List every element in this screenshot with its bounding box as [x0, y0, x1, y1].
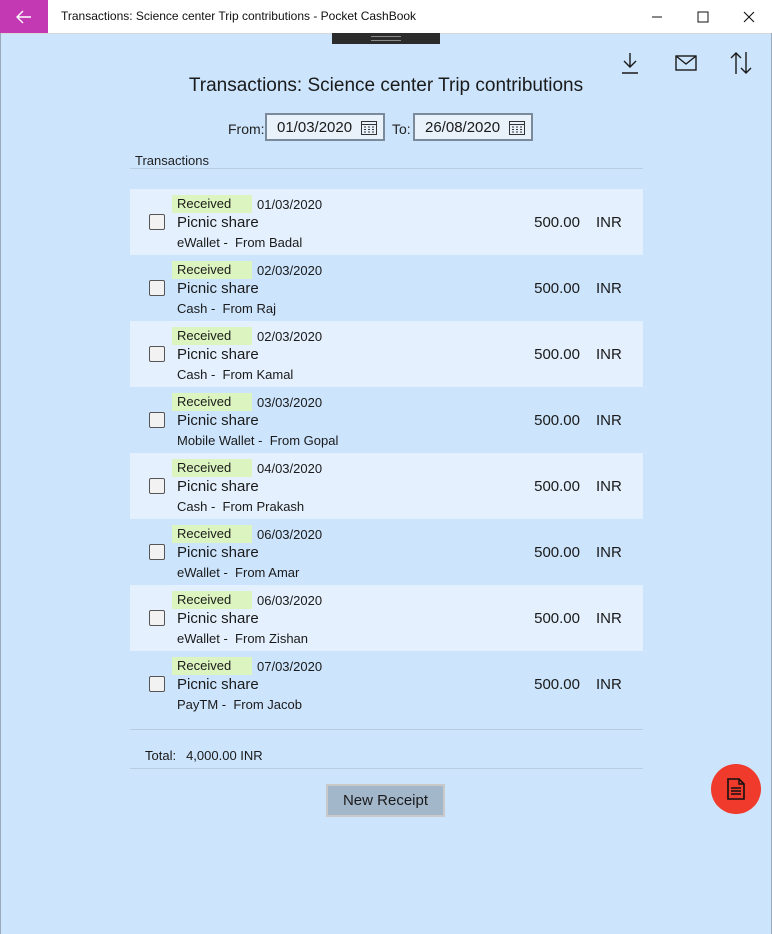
transaction-description: Picnic share [177, 610, 259, 627]
email-button[interactable] [671, 48, 701, 78]
transaction-account: eWallet [177, 565, 220, 580]
transaction-account: Mobile Wallet [177, 433, 255, 448]
grip-icon [371, 36, 401, 41]
transaction-account: eWallet [177, 235, 220, 250]
transaction-account-line: eWallet - From Zishan [177, 631, 309, 646]
transaction-date: 06/03/2020 [257, 527, 323, 542]
to-date-value: 26/08/2020 [425, 118, 501, 136]
divider [130, 768, 643, 769]
row-checkbox[interactable] [149, 478, 165, 494]
new-receipt-button[interactable]: New Receipt [326, 784, 445, 817]
status-badge: Received [172, 393, 252, 411]
transaction-party: From Zishan [235, 631, 309, 646]
transaction-description: Picnic share [177, 412, 259, 429]
total-line [145, 748, 263, 763]
transaction-date: 07/03/2020 [257, 659, 323, 674]
back-arrow-icon [16, 10, 32, 24]
to-date-picker[interactable] [413, 113, 533, 141]
status-badge: Received [172, 657, 252, 675]
status-badge: Received [172, 525, 252, 543]
status-badge: Received [172, 591, 252, 609]
row-checkbox[interactable] [149, 346, 165, 362]
total-value: 4,000.00 INR [186, 748, 263, 763]
transaction-description: Picnic share [177, 544, 259, 561]
transaction-currency: INR [596, 544, 622, 561]
total-label: Total: [145, 748, 177, 763]
document-icon [727, 778, 745, 800]
row-checkbox[interactable] [149, 280, 165, 296]
transaction-date: 03/03/2020 [257, 395, 323, 410]
page-title: Transactions: Science center Trip contributions [188, 75, 584, 96]
transaction-row[interactable] [130, 519, 643, 585]
transaction-account: eWallet [177, 631, 220, 646]
transaction-account-line: PayTM - From Jacob [177, 697, 302, 712]
transaction-row[interactable] [130, 189, 643, 255]
transaction-account: PayTM [177, 697, 219, 712]
back-button[interactable] [0, 0, 48, 33]
transaction-amount: 500.00 [534, 280, 580, 297]
transaction-amount: 500.00 [534, 412, 580, 429]
transaction-account-line: eWallet - From Amar [177, 565, 300, 580]
transaction-party: From Prakash [222, 499, 305, 514]
window-title: Transactions: Science center Trip contributions - Pocket CashBook [61, 9, 417, 23]
transaction-amount: 500.00 [534, 478, 580, 495]
transaction-row[interactable] [130, 387, 643, 453]
transaction-currency: INR [596, 610, 622, 627]
transaction-account-line: Cash - From Prakash [177, 499, 305, 514]
transaction-currency: INR [596, 346, 622, 363]
minimize-button[interactable] [634, 0, 680, 33]
download-icon [621, 52, 639, 74]
row-checkbox[interactable] [149, 676, 165, 692]
transaction-amount: 500.00 [534, 676, 580, 693]
transaction-row[interactable] [130, 255, 643, 321]
transaction-account-line: eWallet - From Badal [177, 235, 303, 250]
from-date-picker[interactable] [265, 113, 385, 141]
transaction-party: From Amar [235, 565, 300, 580]
divider [130, 729, 643, 730]
transaction-date: 06/03/2020 [257, 593, 323, 608]
status-badge: Received [172, 459, 252, 477]
transaction-row[interactable] [130, 321, 643, 387]
row-checkbox[interactable] [149, 412, 165, 428]
maximize-icon [697, 11, 709, 23]
from-date-value: 01/03/2020 [277, 118, 353, 136]
transaction-account-line: Cash - From Raj [177, 301, 276, 316]
row-checkbox[interactable] [149, 544, 165, 560]
row-checkbox[interactable] [149, 610, 165, 626]
transaction-currency: INR [596, 412, 622, 429]
row-checkbox[interactable] [149, 214, 165, 230]
sort-button[interactable] [726, 48, 756, 78]
title-bar [0, 0, 772, 34]
window-border-left [0, 33, 1, 934]
minimize-icon [651, 11, 663, 23]
drag-handle[interactable] [332, 33, 440, 44]
transaction-account: Cash [177, 367, 208, 382]
status-badge: Received [172, 327, 252, 345]
sort-icon [730, 51, 752, 75]
calendar-icon [509, 120, 525, 135]
transaction-date: 01/03/2020 [257, 197, 323, 212]
transaction-currency: INR [596, 478, 622, 495]
status-badge: Received [172, 195, 252, 213]
close-button[interactable] [726, 0, 772, 33]
maximize-button[interactable] [680, 0, 726, 33]
transaction-date: 02/03/2020 [257, 263, 323, 278]
transaction-party: From Kamal [222, 367, 294, 382]
transaction-row[interactable] [130, 585, 643, 651]
transaction-currency: INR [596, 280, 622, 297]
close-icon [743, 11, 755, 23]
transaction-amount: 500.00 [534, 610, 580, 627]
transaction-party: From Badal [235, 235, 303, 250]
transaction-description: Picnic share [177, 214, 259, 231]
report-fab-button[interactable] [711, 764, 761, 814]
transaction-party: From Jacob [233, 697, 302, 712]
transaction-description: Picnic share [177, 478, 259, 495]
download-button[interactable] [615, 48, 645, 78]
transaction-account-line: Mobile Wallet - From Gopal [177, 433, 339, 448]
transaction-date: 04/03/2020 [257, 461, 323, 476]
transaction-description: Picnic share [177, 280, 259, 297]
transaction-party: From Raj [222, 301, 276, 316]
transaction-list [130, 189, 643, 717]
transaction-description: Picnic share [177, 346, 259, 363]
transaction-amount: 500.00 [534, 346, 580, 363]
to-label: To: [392, 121, 411, 137]
divider [130, 168, 643, 169]
transaction-account: Cash [177, 499, 208, 514]
mail-icon [675, 55, 697, 71]
transaction-description: Picnic share [177, 676, 259, 693]
transaction-row[interactable] [130, 453, 643, 519]
transaction-amount: 500.00 [534, 214, 580, 231]
transaction-currency: INR [596, 214, 622, 231]
transaction-party: From Gopal [269, 433, 339, 448]
transaction-date: 02/03/2020 [257, 329, 323, 344]
transaction-account: Cash [177, 301, 208, 316]
calendar-icon [361, 120, 377, 135]
transaction-amount: 500.00 [534, 544, 580, 561]
transaction-currency: INR [596, 676, 622, 693]
status-badge: Received [172, 261, 252, 279]
transaction-account-line: Cash - From Kamal [177, 367, 294, 382]
transaction-row[interactable] [130, 651, 643, 717]
from-label: From: [228, 121, 265, 137]
section-label: Transactions [135, 153, 209, 168]
